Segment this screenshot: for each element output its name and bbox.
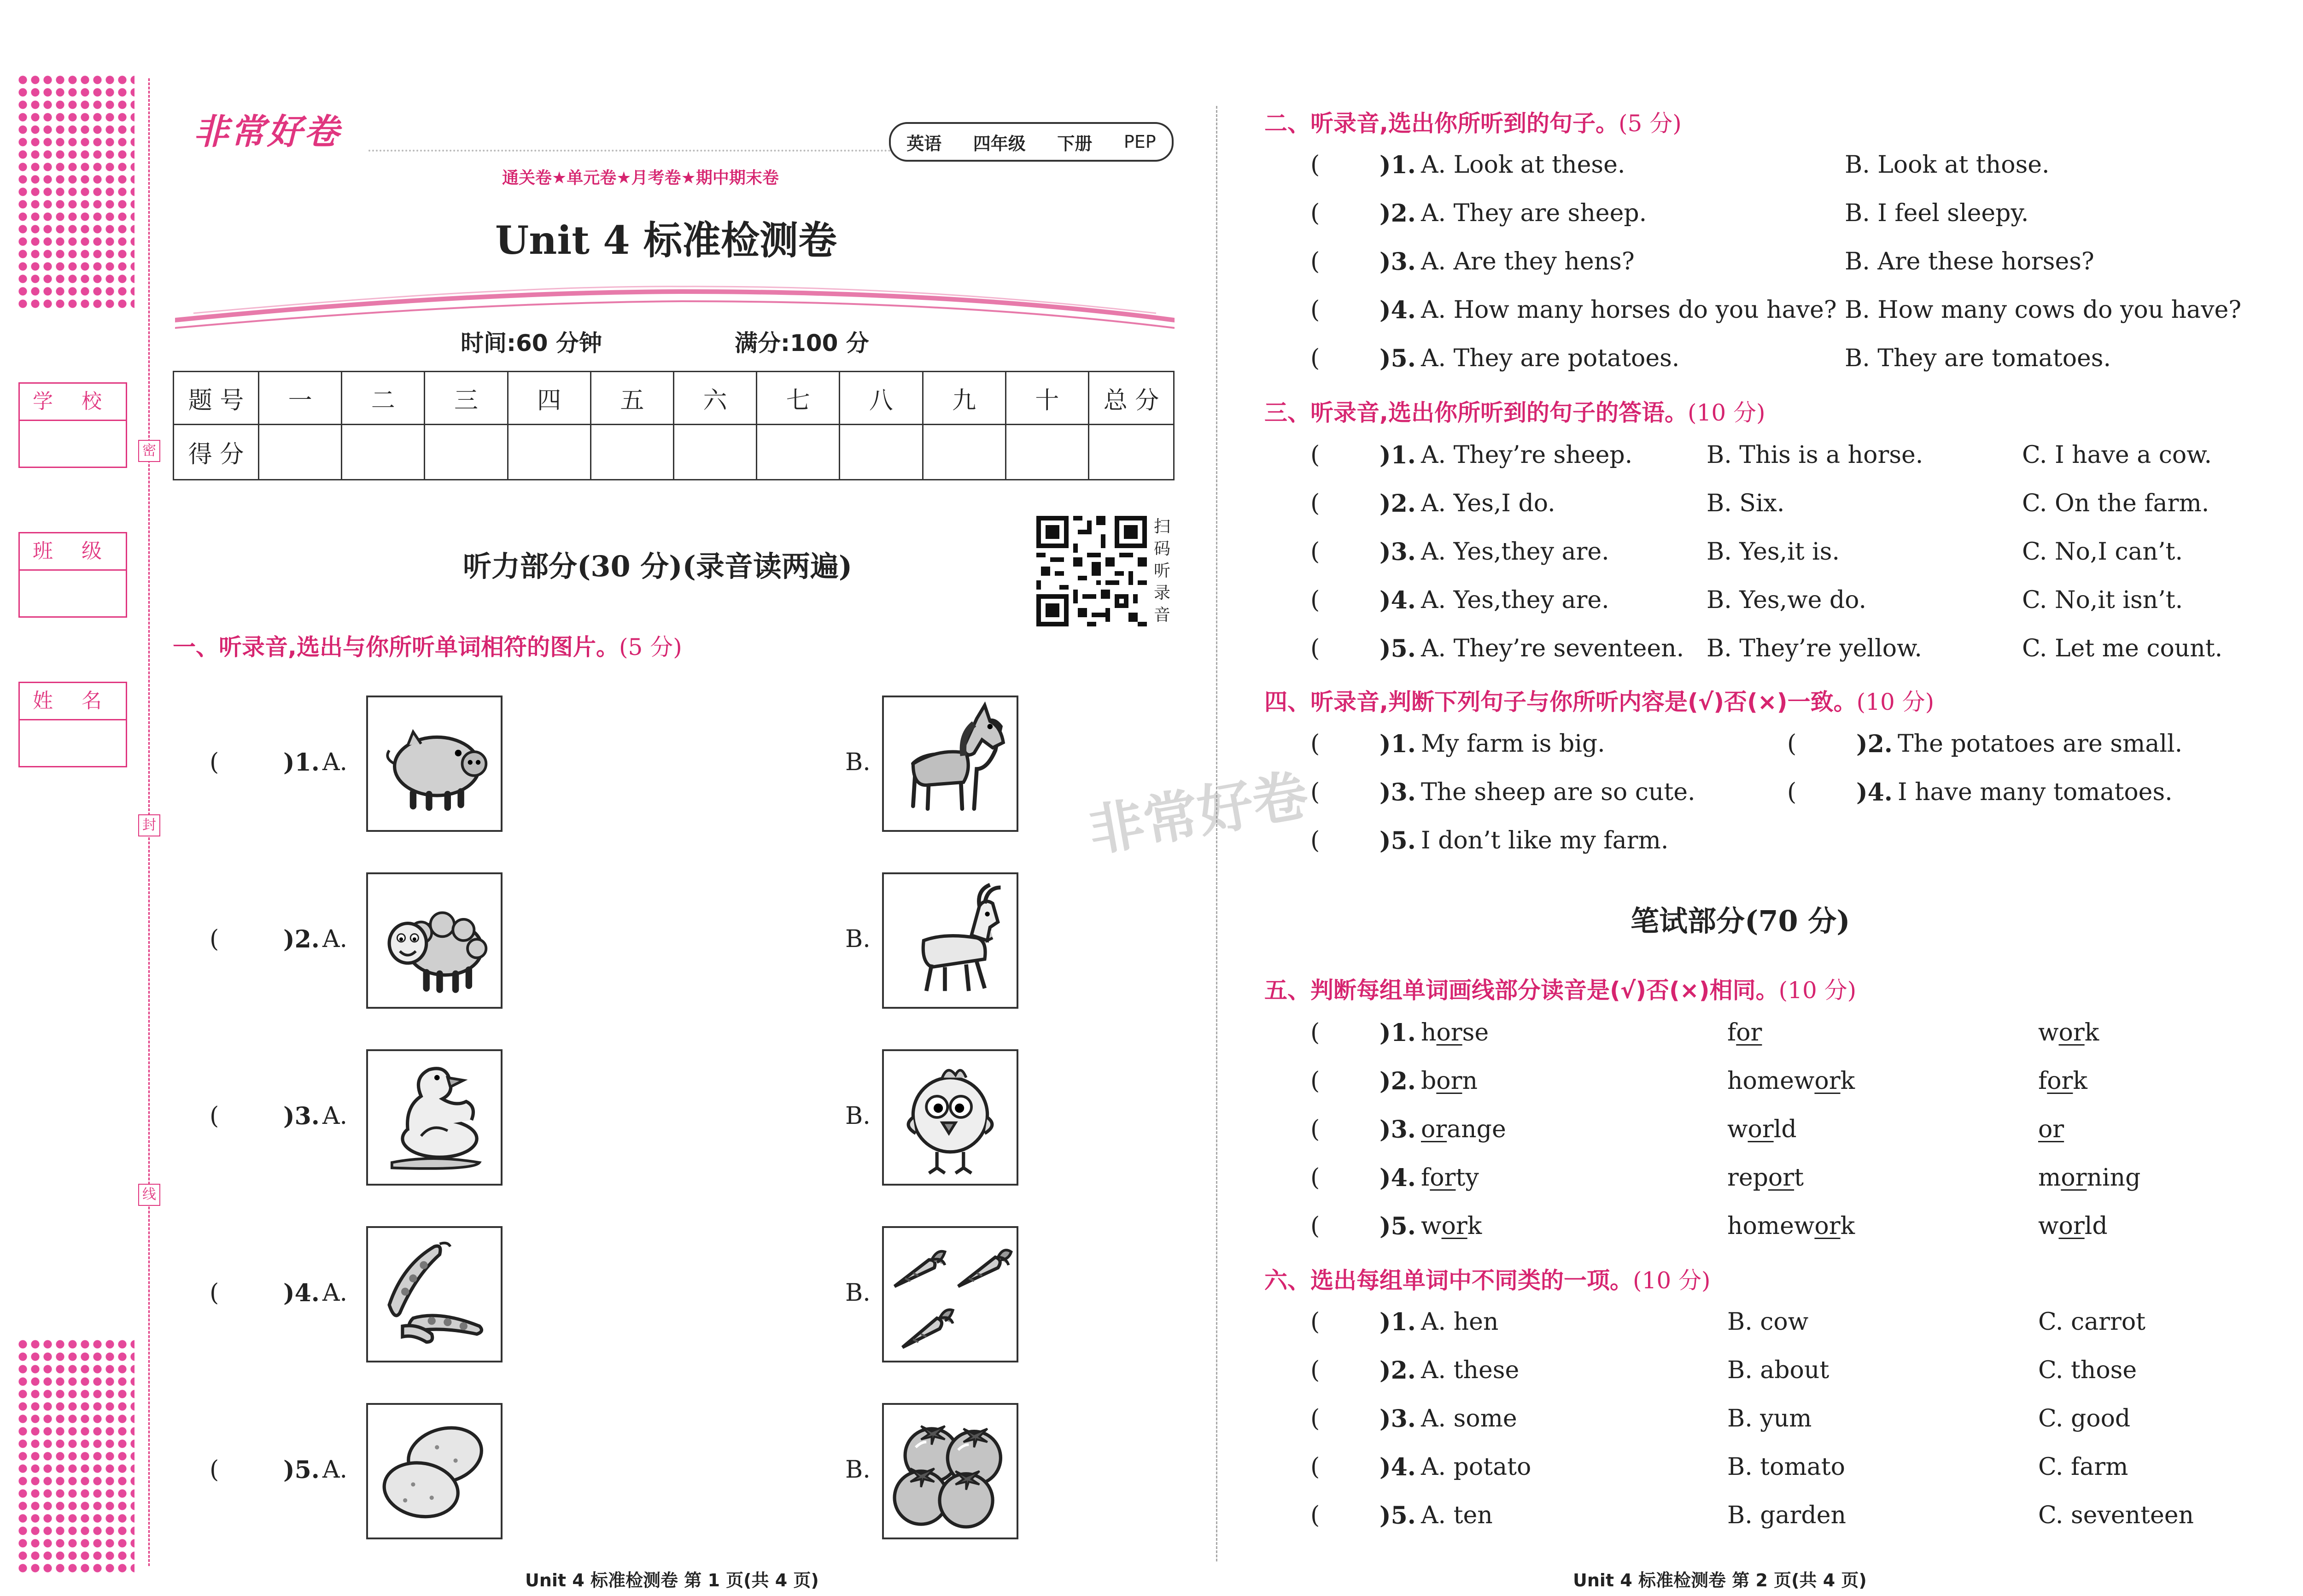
statement: The sheep are so cute. <box>1421 778 1695 806</box>
option-b: B. How many cows do you have? <box>1845 296 2242 324</box>
answer-blank[interactable]: ( <box>1310 586 1320 614</box>
option-b: B. Yes,we do. <box>1707 586 1867 614</box>
option-a-label: A. <box>322 1102 348 1130</box>
score-input[interactable] <box>259 425 342 480</box>
answer-blank[interactable]: ( <box>1310 490 1320 517</box>
title-swoosh <box>175 286 1175 332</box>
horse-icon[interactable] <box>882 696 1018 832</box>
question-number: )5. <box>1379 635 1416 663</box>
underlined-part: or <box>1814 1067 1841 1095</box>
section5-heading <box>1264 972 1856 1005</box>
class-label: 班 级 <box>20 533 126 571</box>
option-a: A. Look at these. <box>1421 151 1625 179</box>
answer-blank[interactable]: ( <box>1310 345 1320 372</box>
answer-blank[interactable]: ( <box>1310 1502 1320 1529</box>
tag-edition: PEP <box>1123 132 1156 152</box>
class-field[interactable] <box>18 532 127 618</box>
duck-icon[interactable] <box>366 1049 503 1186</box>
school-field[interactable] <box>18 382 127 468</box>
answer-blank[interactable]: ( <box>1310 538 1320 566</box>
answer-blank[interactable]: ( <box>210 1102 219 1130</box>
option-b: B. about <box>1727 1356 1830 1384</box>
answer-blank[interactable]: ( <box>1310 730 1320 758</box>
score-table-values <box>174 425 1174 480</box>
question-number: )3. <box>1379 1405 1416 1433</box>
score-input[interactable] <box>1005 425 1088 480</box>
option-a: A. They are sheep. <box>1421 199 1647 227</box>
answer-blank[interactable]: ( <box>1310 827 1320 854</box>
option-c: C. On the farm. <box>2022 490 2209 517</box>
answer-blank[interactable]: ( <box>1310 1356 1320 1384</box>
question-number: )3. <box>1379 1116 1416 1144</box>
phonics-word <box>1727 1067 1855 1095</box>
section3-points: (10 分) <box>1688 399 1765 426</box>
score-input[interactable] <box>673 425 756 480</box>
section4-heading-text: 四、听录音,判断下列句子与你所听内容是(√)否(×)一致。 <box>1264 689 1857 715</box>
statement: My farm is big. <box>1421 730 1605 758</box>
question-number: )4. <box>1856 778 1893 807</box>
phonics-word <box>1727 1212 1855 1240</box>
answer-blank[interactable]: ( <box>1310 778 1320 806</box>
score-input[interactable] <box>757 425 840 480</box>
section6-points: (10 分) <box>1633 1267 1711 1294</box>
green-beans-icon[interactable] <box>366 1226 503 1362</box>
score-input[interactable] <box>590 425 673 480</box>
word-part: k <box>1467 1212 1482 1240</box>
option-c: C. good <box>2038 1405 2131 1432</box>
score-cell: 二 <box>342 372 425 425</box>
word-part: b <box>1421 1067 1437 1095</box>
phonics-word <box>1727 1116 1797 1143</box>
underlined-part: or <box>2038 1116 2064 1143</box>
question-number: )2. <box>1379 490 1416 518</box>
word-part: se <box>1462 1019 1489 1046</box>
phonics-word <box>1727 1019 1762 1046</box>
question-number: )3. <box>1379 538 1416 566</box>
word-part: w <box>1421 1212 1442 1240</box>
answer-blank[interactable]: ( <box>210 748 219 776</box>
phonics-word <box>2038 1067 2087 1095</box>
seal-char-feng: 封 <box>138 814 160 836</box>
word-part: k <box>1840 1067 1855 1095</box>
word-part: ange <box>1447 1116 1506 1143</box>
answer-blank[interactable]: ( <box>1310 151 1320 179</box>
word-part: f <box>1727 1019 1736 1046</box>
word-part: h <box>1421 1019 1437 1046</box>
question-number: )1. <box>1379 441 1416 469</box>
answer-blank[interactable]: ( <box>1310 1067 1320 1095</box>
option-b: B. yum <box>1727 1405 1812 1432</box>
option-a-label: A. <box>322 1279 348 1307</box>
underlined-part: or <box>1441 1212 1467 1240</box>
exam-time: 时间:60 分钟 <box>461 330 602 357</box>
qr-code-icon[interactable] <box>1036 516 1147 626</box>
brand-logo: 非常好卷 <box>193 111 341 152</box>
word-part: t <box>1794 1164 1804 1192</box>
question-number: )4. <box>1379 296 1416 324</box>
answer-blank[interactable]: ( <box>1787 778 1797 806</box>
score-cell: 七 <box>757 372 840 425</box>
option-a: A. some <box>1421 1405 1517 1432</box>
name-label: 姓 名 <box>20 683 126 720</box>
grade-tag <box>889 122 1174 162</box>
phonics-word <box>1421 1067 1478 1095</box>
section6-heading-text: 六、选出每组单词中不同类的一项。 <box>1264 1267 1633 1294</box>
option-b-label: B. <box>845 925 871 953</box>
section1-heading <box>173 629 682 662</box>
question-number: )3. <box>283 1102 320 1130</box>
option-b: B. Are these horses? <box>1845 248 2094 275</box>
answer-blank[interactable]: ( <box>1310 1019 1320 1046</box>
score-cell: 八 <box>840 372 923 425</box>
statement: The potatoes are small. <box>1898 730 2183 758</box>
underlined-part: or <box>2061 1164 2087 1192</box>
option-a: A. ten <box>1421 1502 1493 1529</box>
statement: I don’t like my farm. <box>1421 827 1669 854</box>
goat-icon[interactable] <box>882 872 1018 1009</box>
word-part: n <box>1462 1067 1478 1095</box>
question-number: )1. <box>1379 730 1416 758</box>
underlined-part: or <box>1768 1164 1794 1192</box>
word-part: ty <box>1455 1164 1479 1192</box>
option-a: A. They’re sheep. <box>1421 441 1633 469</box>
question-number: )1. <box>1379 151 1416 179</box>
tag-subject: 英语 <box>906 133 942 154</box>
question-number: )5. <box>283 1456 320 1484</box>
sheep-icon[interactable] <box>366 872 503 1009</box>
score-input[interactable] <box>342 425 425 480</box>
word-part: ld <box>2084 1212 2108 1240</box>
school-label: 学 校 <box>20 384 126 421</box>
potatoes-icon[interactable] <box>366 1403 503 1539</box>
underlined-part: or <box>2058 1019 2085 1046</box>
phonics-word <box>1421 1116 1506 1143</box>
question-number: )2. <box>1379 1067 1416 1095</box>
question-number: )4. <box>1379 1164 1416 1192</box>
question-number: )4. <box>1379 586 1416 614</box>
answer-blank[interactable]: ( <box>1787 730 1797 758</box>
option-a: A. Are they hens? <box>1421 248 1635 275</box>
written-heading: 笔试部分(70 分) <box>1631 904 1850 938</box>
question-number: )2. <box>1379 1356 1416 1385</box>
chick-icon[interactable] <box>882 1049 1018 1186</box>
tag-volume: 下册 <box>1057 133 1093 154</box>
word-part: k <box>2084 1019 2099 1046</box>
watermark: 非常好卷 <box>1084 763 1313 865</box>
page2-footer: Unit 4 标准检测卷 第 2 页(共 4 页) <box>1573 1570 1867 1590</box>
underlined-part: or <box>1748 1116 1774 1143</box>
option-b-label: B. <box>845 1456 871 1484</box>
section2-heading <box>1264 105 1682 138</box>
section1-heading-text: 一、听录音,选出与你所听单词相符的图片。 <box>173 634 619 661</box>
option-a: A. They are potatoes. <box>1421 345 1680 372</box>
option-b-label: B. <box>845 1279 871 1307</box>
word-part: f <box>1421 1164 1430 1192</box>
option-b-label: B. <box>845 748 871 776</box>
option-b: B. garden <box>1727 1502 1846 1529</box>
option-c: C. No,it isn’t. <box>2022 586 2183 614</box>
series-line: 通关卷★单元卷★月考卷★期中期末卷 <box>502 169 779 187</box>
answer-blank[interactable]: ( <box>1310 1212 1320 1240</box>
option-b: B. I feel sleepy. <box>1845 199 2029 227</box>
answer-blank[interactable]: ( <box>1310 1453 1320 1481</box>
exam-full-score: 满分:100 分 <box>735 330 869 357</box>
answer-blank[interactable]: ( <box>1310 1405 1320 1432</box>
answer-blank[interactable]: ( <box>1310 199 1320 227</box>
word-part: m <box>2038 1164 2061 1192</box>
word-part: homew <box>1727 1067 1815 1095</box>
question-number: )4. <box>283 1279 320 1307</box>
section5-heading-text: 五、判断每组单词画线部分读音是(√)否(×)相同。 <box>1264 977 1779 1004</box>
option-c: C. farm <box>2038 1453 2128 1481</box>
option-b: B. This is a horse. <box>1707 441 1923 469</box>
option-a: A. Yes,they are. <box>1421 586 1609 614</box>
section2-points: (5 分) <box>1619 110 1682 137</box>
question-number: )2. <box>1379 199 1416 228</box>
question-number: )5. <box>1379 345 1416 373</box>
score-cell: 得 分 <box>174 425 259 480</box>
option-b: B. cow <box>1727 1308 1809 1336</box>
pig-icon[interactable] <box>366 696 503 832</box>
option-a: A. potato <box>1421 1453 1531 1481</box>
answer-blank[interactable]: ( <box>1310 1164 1320 1192</box>
name-field[interactable] <box>18 682 127 767</box>
section4-heading <box>1264 684 1934 717</box>
option-a: A. hen <box>1421 1308 1499 1336</box>
word-part: w <box>2038 1212 2059 1240</box>
phonics-word <box>2038 1164 2140 1192</box>
underlined-part: or <box>1430 1164 1456 1192</box>
answer-blank[interactable]: ( <box>1310 635 1320 662</box>
score-cell: 四 <box>508 372 590 425</box>
option-a: A. How many horses do you have? <box>1421 296 1837 324</box>
word-part: ld <box>1773 1116 1797 1143</box>
score-table-header <box>174 372 1174 425</box>
question-number: )2. <box>283 925 320 953</box>
underlined-part: or <box>1814 1212 1841 1240</box>
option-b: B. Yes,it is. <box>1707 538 1840 566</box>
option-c: C. No,I can’t. <box>2022 538 2183 566</box>
option-a: A. They’re seventeen. <box>1421 635 1684 662</box>
option-a: A. Yes,they are. <box>1421 538 1609 566</box>
answer-blank[interactable]: ( <box>1310 248 1320 275</box>
section5-points: (10 分) <box>1778 977 1857 1004</box>
option-b: B. Look at those. <box>1845 151 2050 179</box>
decor-dots-bottom <box>17 1338 134 1573</box>
underlined-part: or <box>1436 1019 1462 1046</box>
phonics-word <box>1421 1019 1489 1046</box>
question-number: )1. <box>1379 1308 1416 1336</box>
word-part: ning <box>2087 1164 2141 1192</box>
option-c: C. I have a cow. <box>2022 441 2212 469</box>
tag-grade: 四年级 <box>973 133 1026 154</box>
option-a: A. these <box>1421 1356 1520 1384</box>
option-a-label: A. <box>322 925 348 953</box>
score-input[interactable] <box>840 425 923 480</box>
qr-caption: 扫码听录音 <box>1154 517 1171 625</box>
question-number: )3. <box>1379 778 1416 807</box>
option-c: C. carrot <box>2038 1308 2146 1336</box>
phonics-word <box>1421 1164 1479 1192</box>
option-b-label: B. <box>845 1102 871 1130</box>
word-part: k <box>1840 1212 1855 1240</box>
score-cell: 五 <box>590 372 673 425</box>
answer-blank[interactable]: ( <box>1310 1308 1320 1336</box>
score-input[interactable] <box>508 425 590 480</box>
section3-heading-text: 三、听录音,选出你所听到的句子的答语。 <box>1264 399 1688 426</box>
phonics-word <box>1421 1212 1482 1240</box>
answer-blank[interactable]: ( <box>210 925 219 953</box>
answer-blank[interactable]: ( <box>210 1279 219 1307</box>
score-cell: 十 <box>1005 372 1088 425</box>
score-cell: 六 <box>673 372 756 425</box>
underlined-part: or <box>1736 1019 1762 1046</box>
question-number: )5. <box>1379 1212 1416 1240</box>
score-input[interactable] <box>923 425 1005 480</box>
section2-heading-text: 二、听录音,选出你所听到的句子。 <box>1264 110 1619 137</box>
phonics-word <box>1727 1164 1804 1192</box>
question-number: )3. <box>1379 248 1416 276</box>
section1-points: (5 分) <box>619 634 682 661</box>
word-part: f <box>2038 1067 2047 1095</box>
word-part: w <box>2038 1019 2059 1046</box>
section6-heading <box>1264 1262 1711 1295</box>
question-number: )4. <box>1379 1453 1416 1481</box>
page1-footer: Unit 4 标准检测卷 第 1 页(共 4 页) <box>525 1570 819 1590</box>
score-cell: 总 分 <box>1089 372 1174 425</box>
listening-heading: 听力部分(30 分)(录音读两遍) <box>463 550 853 583</box>
question-number: )1. <box>283 748 320 777</box>
phonics-word <box>2038 1116 2064 1143</box>
phonics-word <box>2038 1019 2099 1046</box>
section3-heading <box>1264 394 1765 427</box>
underlined-part: or <box>1436 1067 1462 1095</box>
seal-char-xian: 线 <box>138 1184 160 1206</box>
tomatoes-icon[interactable] <box>882 1403 1018 1539</box>
option-a: A. Yes,I do. <box>1421 490 1555 517</box>
decor-dots-top <box>17 74 134 309</box>
page-title: Unit 4 标准检测卷 <box>495 217 837 263</box>
question-number: )1. <box>1379 1019 1416 1047</box>
answer-blank[interactable]: ( <box>210 1456 219 1484</box>
answer-blank[interactable]: ( <box>1310 441 1320 469</box>
answer-blank[interactable]: ( <box>1310 296 1320 324</box>
seal-char-mi: 密 <box>138 440 160 462</box>
option-b: B. They’re yellow. <box>1707 635 1922 662</box>
section4-points: (10 分) <box>1856 689 1935 715</box>
option-a-label: A. <box>322 1456 348 1484</box>
option-b: B. They are tomatoes. <box>1845 345 2111 372</box>
score-input[interactable] <box>425 425 508 480</box>
score-table <box>173 371 1175 480</box>
option-b: B. Six. <box>1707 490 1785 517</box>
word-part: k <box>2073 1067 2087 1095</box>
score-cell: 题 号 <box>174 372 259 425</box>
underlined-part: or <box>1421 1116 1447 1143</box>
question-number: )5. <box>1379 827 1416 855</box>
option-c: C. seventeen <box>2038 1502 2194 1529</box>
option-b: B. tomato <box>1727 1453 1845 1481</box>
option-c: C. those <box>2038 1356 2137 1384</box>
question-number: )5. <box>1379 1502 1416 1530</box>
word-part: w <box>1727 1116 1748 1143</box>
answer-blank[interactable]: ( <box>1310 1116 1320 1143</box>
option-a-label: A. <box>322 748 348 776</box>
word-part: homew <box>1727 1212 1815 1240</box>
score-cell: 一 <box>259 372 342 425</box>
phonics-word <box>2038 1212 2108 1240</box>
carrots-icon[interactable] <box>882 1226 1018 1362</box>
score-input[interactable] <box>1089 425 1174 480</box>
statement: I have many tomatoes. <box>1898 778 2173 806</box>
question-number: )2. <box>1856 730 1893 758</box>
underlined-part: or <box>2047 1067 2073 1095</box>
word-part: rep <box>1727 1164 1768 1192</box>
logo-underline <box>368 150 898 152</box>
score-cell: 三 <box>425 372 508 425</box>
score-cell: 九 <box>923 372 1005 425</box>
underlined-part: or <box>2058 1212 2085 1240</box>
option-c: C. Let me count. <box>2022 635 2223 662</box>
